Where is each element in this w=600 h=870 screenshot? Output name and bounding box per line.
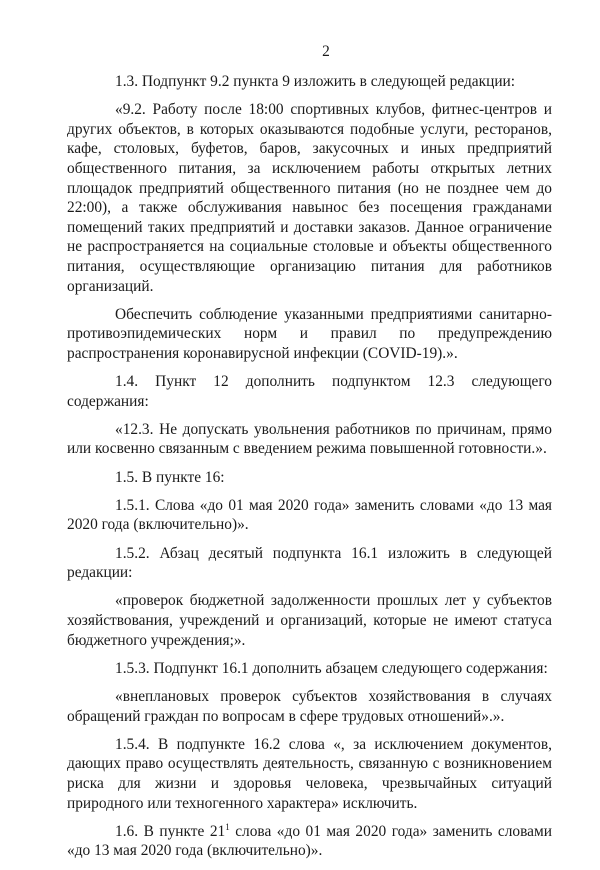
paragraph-1-5-4: 1.5.4. В подпункте 16.2 слова «, за исключением документов, дающих право осуществлять деятельность, связанную с возникновением риска для жизни и здоровья человека, чрезвычайных ситуаций природного или техногенного характера» исключить.	[67, 735, 552, 812]
paragraph-unscheduled-checks-text: «внеплановых проверок субъектов хозяйствования в случаях обращений граждан по вопросам в сфере трудовых отношений».».	[67, 687, 552, 725]
paragraph-9-2-text: «9.2. Работу после 18:00 спортивных клубов, фитнес-центров и других объектов, в которых оказываются подобные услуги, ресторанов, кафе, столовых, буфетов, баров, закусочных и иных предприятий общественного питания, за исключением работы открытых летних площадок предприятий общественного питания (но не позднее чем до 22:00), а также обслуживания навынос без посещения гражданами помещений таких предприятий и доставки заказов. Данное ограничение не распространяется на социальные столовые и объекты общественного питания, осуществляющие организацию питания для работников организаций.	[67, 101, 552, 295]
paragraph-1-5-3: 1.5.3. Подпункт 16.1 дополнить абзацем следующего содержания:	[115, 659, 548, 677]
paragraph-sanitary-norms: Обеспечить соблюдение указанными предприятиями санитарно-противоэпидемических норм и правил по предупреждению распространения коронавирусной инфекции (COVID-19).».	[67, 305, 552, 362]
page-number: 2	[322, 43, 330, 60]
document-body	[67, 72, 552, 870]
paragraph-budget-debt-text: «проверок бюджетной задолженности прошлых лет у субъектов хозяйствования, учреждений и организаций, которые не имеют статуса бюджетного учреждения;».	[67, 592, 552, 649]
paragraph-1-3: 1.3. Подпункт 9.2 пункта 9 изложить в следующей редакции:	[115, 73, 516, 90]
paragraph-1-5-1: 1.5.1. Слова «до 01 мая 2020 года» заменить словами «до 13 мая 2020 года (включительно)».	[67, 496, 552, 534]
paragraph-12-3-text: «12.3. Не допускать увольнения работников по причинам, прямо или косвенно связанным с введением режима повышенной готовности.».	[67, 420, 552, 458]
paragraph-1-5-2: 1.5.2. Абзац десятый подпункта 16.1 изложить в следующей редакции:	[67, 544, 552, 582]
superscript-footnote: 1	[225, 821, 230, 832]
paragraph-1-6-start: 1.6. В пункте 21	[115, 822, 226, 840]
paragraph-1-6	[67, 822, 552, 861]
paragraph-1-5: 1.5. В пункте 16:	[115, 468, 225, 486]
paragraph-1-6-end: слова «до 01 мая 2020 года» заменить словами «до 13 мая 2020 года (включительно)».	[67, 822, 552, 860]
paragraph-1-4: 1.4. Пункт 12 дополнить подпунктом 12.3 следующего содержания:	[67, 373, 552, 410]
